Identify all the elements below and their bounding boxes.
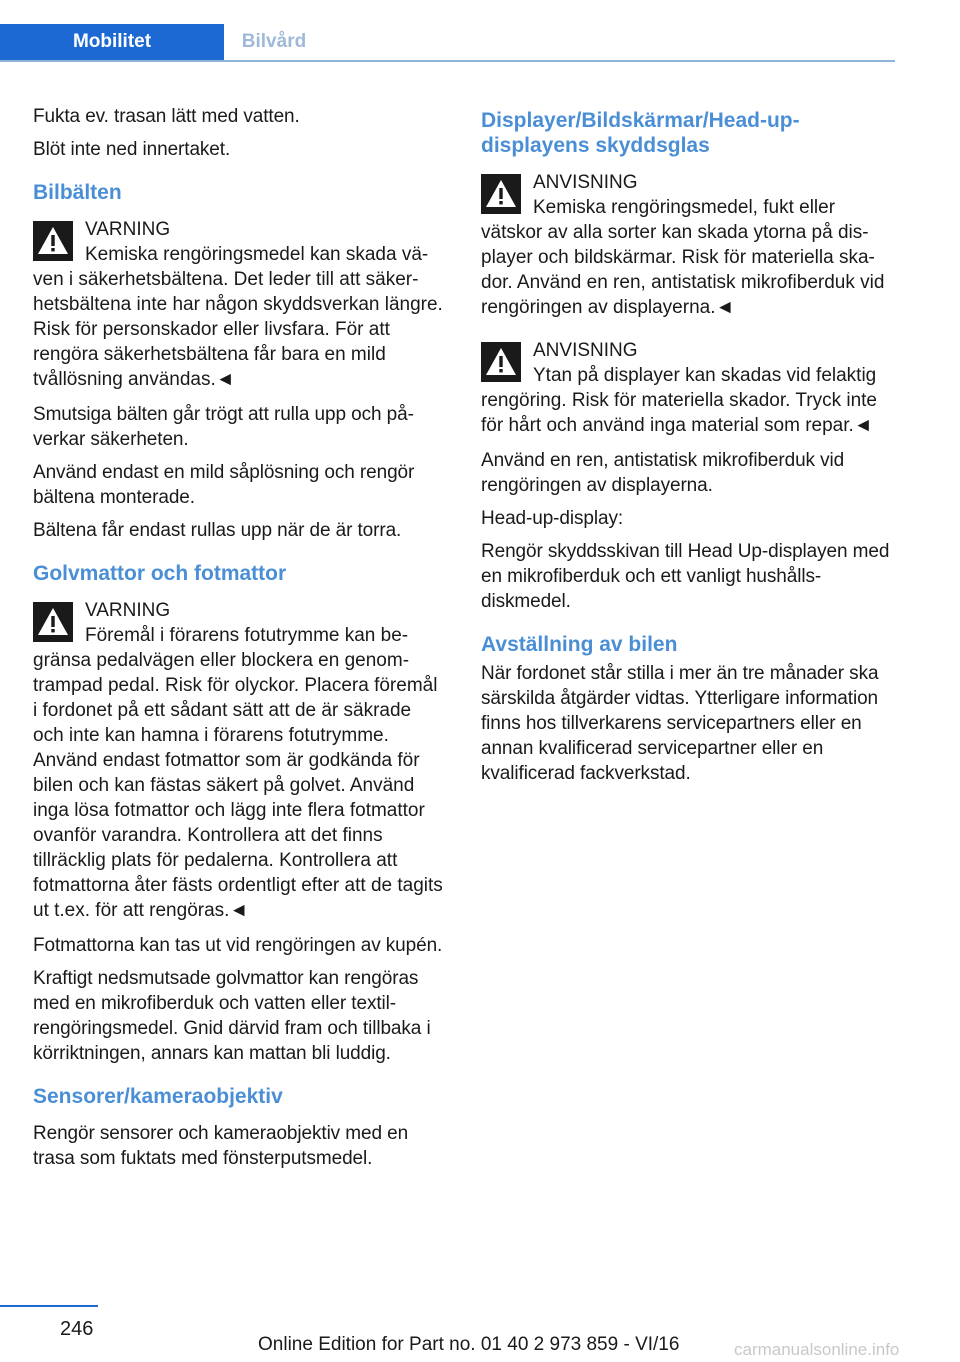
- warning-label: VARNING: [85, 600, 171, 621]
- warning-label: VARNING: [85, 219, 171, 240]
- notice-text: Kemiska rengöringsmedel, fukt eller vätskor av alla sorter kan skada ytorna på displayer och bildskärmar. Risk för materiella skador. Använd en ren, antistatisk mikrofiberduk vid rengöringen av displayerna.◄: [481, 197, 885, 318]
- heading-avstallning: Avställning av bilen: [481, 633, 678, 656]
- paragraph: Smutsiga bälten går trögt att rulla upp och påverkar säkerheten.: [33, 404, 414, 450]
- tab-bilvard[interactable]: Bilvård: [241, 31, 307, 52]
- intro-paragraph-1: Fukta ev. trasan lätt med vatten.: [33, 106, 300, 127]
- heading-sensorer: Sensorer/kameraobjektiv: [33, 1085, 283, 1108]
- intro-paragraph-2: Blöt inte ned innertaket.: [33, 139, 231, 160]
- paragraph: Fotmattorna kan tas ut vid rengöringen av kupén.: [33, 935, 443, 956]
- watermark: carmanualsonline.info: [734, 1340, 900, 1359]
- warning-triangle-icon: [33, 602, 73, 642]
- notice-block-2: [481, 338, 893, 438]
- chapter-tab-bar: [0, 24, 895, 62]
- warning-block-golvmattor: [33, 598, 445, 923]
- warning-text: Föremål i förarens fotutrymme kan begränsa pedalvägen eller blockera en genomtrampad pedal. Risk för olyckor. Placera föremål i fordonet på ett sådant sätt att de är säkrade och inte kan hamna i förarens fotutrymme. Använd endast fotmattor som är godkända för bilen och kan fästas säkert på golvet. Använd inga lösa fotmattor och lägg inte flera fotmattor ovanför varandra. Kontrollera att det finns tillräcklig plats för pedalerna. Kontrollera att fotmattorna åter fästs ordentligt efter att de tagits ut t.ex. för att rengöras.◄: [33, 625, 443, 921]
- edition-footer: Online Edition for Part no. 01 40 2 973 859 - VI/16: [258, 1334, 680, 1355]
- paragraph: Kraftigt nedsmutsade golvmattor kan rengöras med en mikrofiberduk och vatten eller textilrengöringsmedel. Gnid därvid fram och tillbaka i körriktningen, annars kan mattan bli luddig.: [33, 968, 431, 1064]
- notice-label: ANVISNING: [533, 340, 638, 361]
- header-rule: [0, 60, 895, 62]
- page-number: 246: [60, 1318, 94, 1340]
- paragraph: Head-up-display:: [481, 508, 624, 529]
- right-column: [481, 104, 893, 794]
- paragraph: Rengör sensorer och kameraobjektiv med en trasa som fuktats med fönsterputsmedel.: [33, 1123, 409, 1169]
- notice-text: Ytan på displayer kan skadas vid felaktig rengöring. Risk för materiella skador. Tryck inte för hårt och använd inga material som repar.◄: [481, 365, 877, 436]
- warning-text: Kemiska rengöringsmedel kan skada väven i säkerhetsbältena. Det leder till att säkerhetsbältena inte har någon skyddsverkan längre. Risk för personskador eller livsfara. För att rengöra säkerhetsbältena får bara en mild tvållösning användas.◄: [33, 244, 443, 390]
- warning-triangle-icon: [481, 174, 521, 214]
- heading-golvmattor: Golvmattor och fotmattor: [33, 562, 287, 585]
- left-column: [33, 104, 445, 1179]
- warning-triangle-icon: [481, 342, 521, 382]
- paragraph: När fordonet står stilla i mer än tre månader ska särskilda åtgärder vidtas. Ytterligare information finns hos tillverkarens servicepartners eller en annan kvalificerad servicepartner eller en kvalificerad fackverkstad.: [481, 663, 879, 784]
- warning-triangle-icon: [33, 221, 73, 261]
- paragraph: Bältena får endast rullas upp när de är torra.: [33, 520, 402, 541]
- heading-displayer: Displayer/Bildskärmar/Head-up-displayens skyddsglas: [481, 109, 800, 157]
- notice-label: ANVISNING: [533, 172, 638, 193]
- warning-block-bilbalten: [33, 217, 445, 392]
- paragraph: Rengör skyddsskivan till Head Up-displayen med en mikrofiberduk och ett vanligt hushållsdiskmedel.: [481, 541, 890, 612]
- notice-block-1: [481, 170, 893, 320]
- heading-bilbalten: Bilbälten: [33, 181, 122, 204]
- paragraph: Använd en ren, antistatisk mikrofiberduk vid rengöringen av displayerna.: [481, 450, 845, 496]
- paragraph: Använd endast en mild såplösning och rengör bältena monterade.: [33, 462, 415, 508]
- footer-rule: [0, 1305, 98, 1307]
- tab-mobilitet[interactable]: Mobilitet: [0, 24, 224, 60]
